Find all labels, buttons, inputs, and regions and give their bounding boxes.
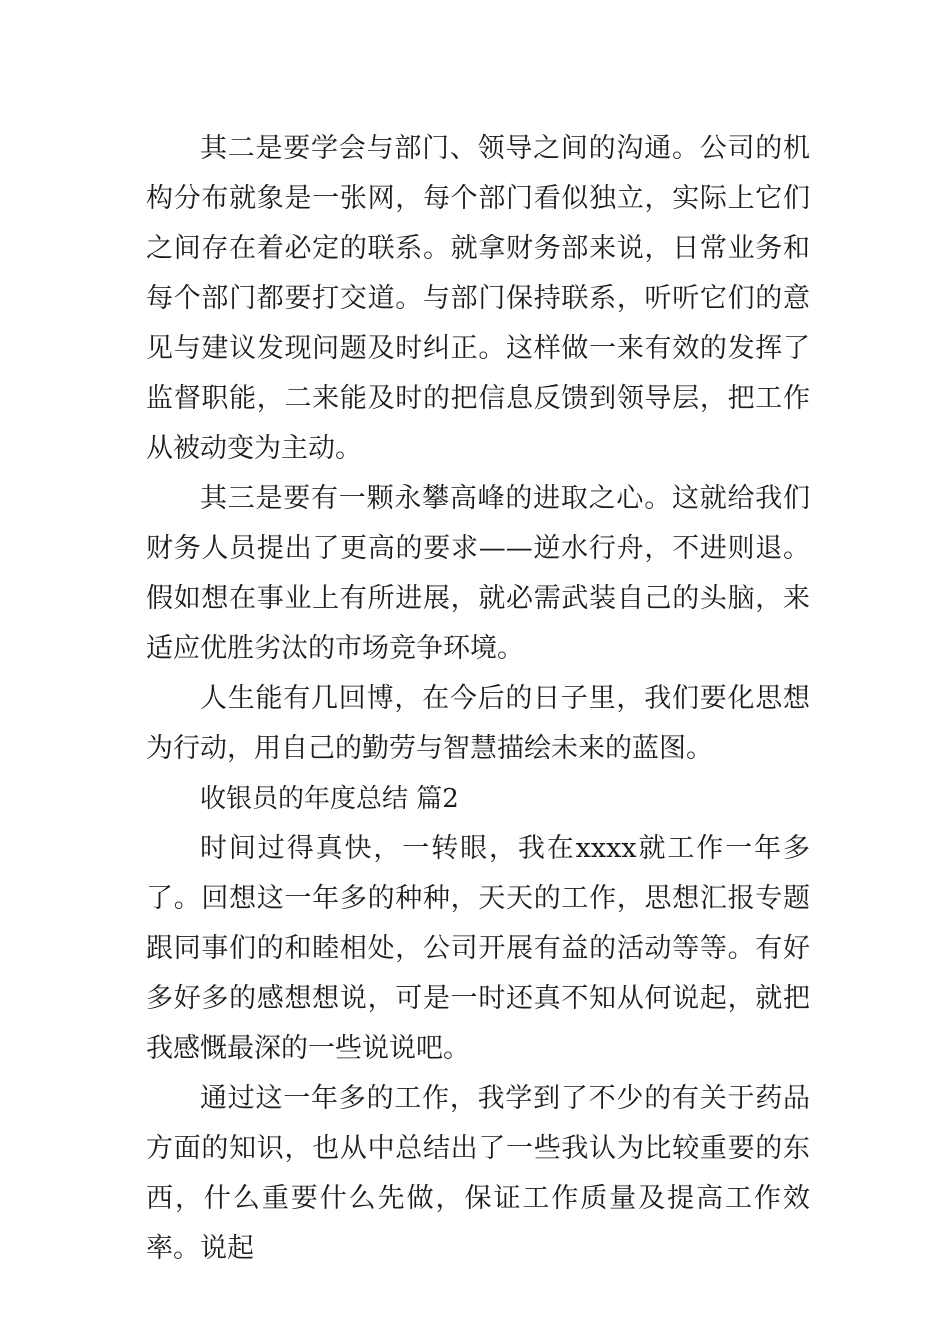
paragraph-communication: 其二是要学会与部门、领导之间的沟通。公司的机构分布就象是一张网，每个部门看似独立，实际上它们之间存在着必定的联系。就拿财务部来说，日常业务和每个部门都要打交道。与部门保持联系，听听它们的意见与建议发现问题及时纠正。这样做一来有效的发挥了监督职能，二来能及时的把信息反馈到领导层，把工作从被动变为主动。	[146, 133, 810, 464]
paragraph-future: 人生能有几回博，在今后的日子里，我们要化思想为行动，用自己的勤劳与智慧描绘未来的蓝图。	[146, 683, 810, 764]
paragraph-ambition: 其三是要有一颗永攀高峰的进取之心。这就给我们财务人员提出了更高的要求——逆水行舟，不进则退。假如想在事业上有所进展，就必需武装自己的头脑，来适应优胜劣汰的市场竞争环境。	[146, 483, 810, 664]
document-body	[146, 124, 810, 1274]
paragraph-time-passes: 时间过得真快，一转眼，我在xxxx就工作一年多了。回想这一年多的种种，天天的工作，思想汇报专题跟同事们的和睦相处，公司开展有益的活动等等。有好多好多的感想想说，可是一时还真不知从何说起，就把我感慨最深的一些说说吧。	[146, 833, 810, 1064]
paragraph-learning: 通过这一年多的工作，我学到了不少的有关于药品方面的知识，也从中总结出了一些我认为比较重要的东西，什么重要什么先做，保证工作质量及提高工作效率。说起	[146, 1083, 810, 1264]
section-heading: 收银员的年度总结 篇2	[200, 784, 459, 814]
